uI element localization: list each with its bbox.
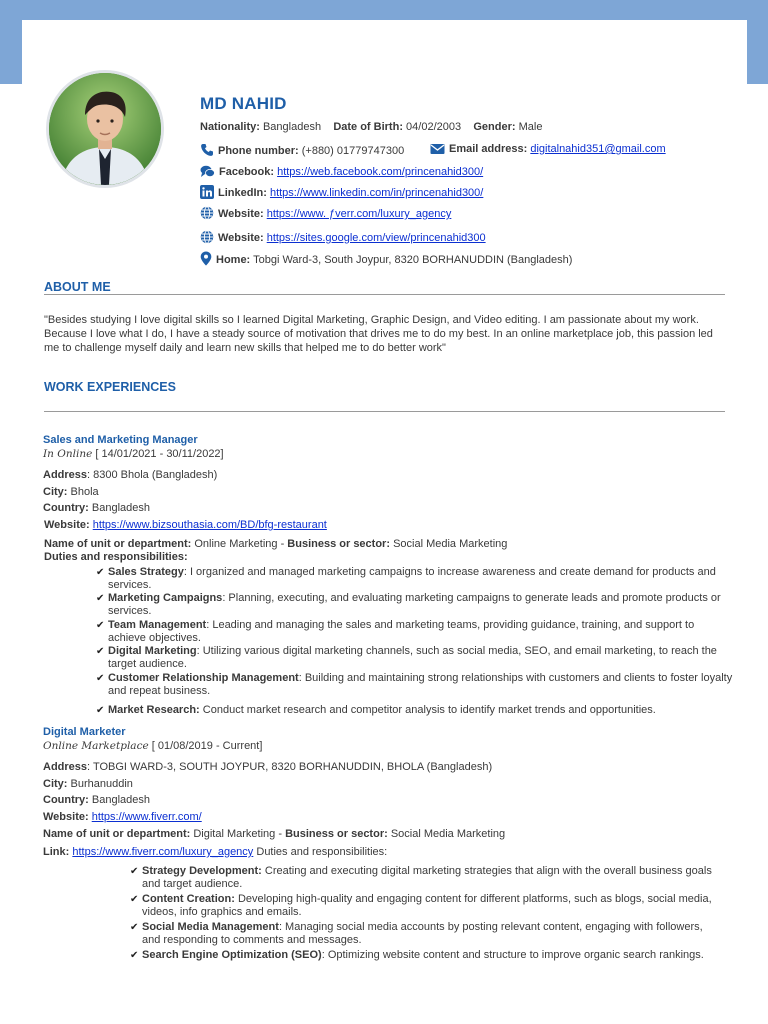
website-label-1: Website: [218, 208, 264, 220]
home-row [200, 251, 572, 269]
duty-text: Conduct market research and competitor analysis to identify market trends and opportunities. [199, 703, 656, 716]
duty-text: : Building and maintaining strong relationships with customers and clients to foster loyalty and repeat business. [108, 671, 733, 697]
phone-row [200, 143, 404, 160]
facebook-row [200, 165, 483, 181]
profile-photo [46, 70, 164, 188]
duty-item [130, 893, 720, 921]
job-city [43, 778, 133, 790]
website-label-2: Website: [218, 232, 264, 244]
about-section-title: ABOUT ME [44, 280, 111, 294]
email-row [430, 143, 666, 158]
website-link-1[interactable]: https://www. ƒverr.com/luxury_agency [266, 208, 452, 220]
dob-value: 04/02/2003 [406, 121, 462, 133]
check-icon: ✔ [96, 619, 105, 631]
sector-label: Business or sector: [285, 828, 388, 840]
check-icon: ✔ [96, 646, 105, 657]
job-org-dates [43, 448, 224, 460]
duty-item [96, 704, 733, 717]
work-divider [44, 411, 725, 412]
duty-title: Digital Marketing [108, 645, 197, 657]
unit-value: Digital Marketing - [193, 828, 282, 840]
duties-list [96, 566, 733, 717]
job-website [44, 519, 327, 531]
job-website-link[interactable]: https://www.bizsouthasia.com/BD/bfg-restaurant [92, 519, 327, 531]
about-text: "Besides studying I love digital skills so I learned Digital Marketing, Graphic Design, and Video editing. I am passionate about my work. Because I love what I do, I have a steady source of motivation that drives me to do my best. In an online marketplace job, this passion led me to challenge myself daily and learn new skills that helped me to do better work" [44, 314, 713, 354]
duty-text: Creating and executing digital marketing strategies that align with the overall business goals and target audience. [142, 865, 712, 890]
website-label: Website: [44, 519, 90, 531]
job-dates: [ 14/01/2021 - 30/11/2022] [95, 448, 224, 460]
sector-value: Social Media Marketing [390, 828, 506, 840]
duty-title: Sales Strategy [108, 566, 184, 578]
home-label: Home: [216, 254, 251, 266]
sector-label: Business or sector: [287, 538, 390, 550]
check-icon: ✔ [130, 950, 139, 961]
email-icon [430, 143, 445, 158]
duty-item [130, 865, 720, 893]
address-label: Address [43, 469, 88, 481]
duty-item [96, 619, 733, 646]
job-link-row [43, 846, 387, 858]
globe-icon [200, 206, 214, 223]
check-icon: ✔ [96, 704, 105, 716]
duty-text: : I organized and managed marketing campaigns to increase awareness and create demand for products and services. [108, 566, 716, 591]
home-value: Tobgi Ward-3, South Joypur, 8320 BORHANUDDIN (Bangladesh) [253, 254, 573, 266]
job-country [43, 794, 150, 806]
duty-item [96, 672, 733, 704]
dob-label: Date of Birth: [333, 121, 403, 133]
candidate-name: MD NAHID [200, 94, 287, 113]
job-website-link[interactable]: https://www.fiverr.com/ [91, 811, 202, 823]
check-icon: ✔ [96, 593, 105, 604]
job-country [43, 502, 150, 514]
unit-value: Online Marketing - [194, 538, 285, 550]
location-icon [200, 251, 212, 269]
duty-title: Strategy Development: [142, 865, 262, 877]
facebook-link[interactable]: https://web.facebook.com/princenahid300/ [277, 166, 484, 178]
chat-icon [200, 165, 215, 181]
duty-title: Customer Relationship Management [108, 671, 299, 684]
unit-label: Name of unit or department: [43, 828, 191, 840]
duty-text: : Leading and managing the sales and marketing teams, providing guidance, training, and support to achieve objectives. [108, 618, 695, 644]
gender-label: Gender: [473, 121, 516, 133]
duty-text: : Utilizing various digital marketing channels, such as social media, SEO, and email marketing, to reach the target audience. [108, 645, 717, 670]
website-row-2 [200, 230, 486, 247]
linkedin-label: LinkedIn: [218, 187, 267, 199]
job-org: Online Marketplace [43, 740, 149, 752]
gender-value: Male [518, 121, 543, 133]
check-icon: ✔ [96, 672, 105, 684]
country-label: Country: [43, 794, 89, 806]
duties-label-inline: Duties and responsibilities: [256, 846, 388, 858]
unit-label: Name of unit or department: [44, 538, 192, 550]
work-section-title: WORK EXPERIENCES [44, 380, 176, 394]
about-divider [44, 294, 725, 295]
job-unit [44, 538, 507, 550]
website-label: Website: [43, 811, 89, 823]
address-label: Address [43, 761, 88, 773]
duty-item [96, 592, 733, 619]
city-label: City: [43, 778, 68, 790]
email-label: Email address: [449, 143, 528, 155]
check-icon: ✔ [130, 922, 139, 933]
duty-text: : Planning, executing, and evaluating marketing campaigns to generate leads and promote products or services. [108, 592, 721, 617]
facebook-label: Facebook: [219, 166, 275, 178]
personal-info-row [200, 121, 542, 133]
phone-icon [200, 143, 214, 160]
job-dates: [ 01/08/2019 - Current] [151, 740, 263, 752]
job-org-dates [43, 740, 262, 752]
nationality-value: Bangladesh [262, 121, 322, 133]
duty-item [96, 566, 733, 592]
linkedin-icon [200, 185, 214, 202]
duty-text: Developing high-quality and engaging content for different platforms, such as blogs, social media, videos, info graphics and emails. [142, 893, 712, 918]
check-icon: ✔ [130, 866, 139, 877]
website-row-1 [200, 206, 451, 223]
duty-text: : Optimizing website content and structure to improve organic search rankings. [321, 949, 704, 961]
duties-label: Duties and responsibilities: [44, 551, 188, 563]
duty-title: Social Media Management [142, 921, 279, 933]
duties-list [130, 865, 720, 962]
city-label: City: [43, 486, 68, 498]
sector-value: Social Media Marketing [393, 538, 508, 550]
job-city [43, 486, 99, 498]
address-value: : 8300 Bhola (Bangladesh) [87, 469, 218, 481]
linkedin-row [200, 185, 483, 202]
duty-item [130, 949, 720, 962]
email-link[interactable]: digitalnahid351@gmail.com [530, 143, 666, 155]
check-icon: ✔ [130, 894, 139, 905]
duty-title: Team Management [108, 618, 207, 631]
country-label: Country: [43, 502, 89, 514]
check-icon: ✔ [96, 567, 105, 578]
job-org: In Online [43, 448, 93, 460]
linkedin-link[interactable]: https://www.linkedin.com/in/princenahid300/ [269, 187, 484, 199]
phone-value: (+880) 01779747300 [301, 145, 405, 157]
city-value: Burhanuddin [70, 778, 133, 790]
duty-title: Search Engine Optimization (SEO) [142, 949, 322, 961]
duty-title: Content Creation: [142, 893, 235, 905]
country-value: Bangladesh [91, 502, 150, 514]
duty-title: Marketing Campaigns [108, 592, 223, 604]
duty-item [130, 921, 720, 949]
job-title: Digital Marketer [43, 726, 126, 738]
duty-item [96, 645, 733, 672]
city-value: Bhola [70, 486, 99, 498]
job-website [43, 811, 202, 823]
website-link-2[interactable]: https://sites.google.com/view/princenahid300 [266, 232, 486, 244]
country-value: Bangladesh [91, 794, 150, 806]
duty-text: : Managing social media accounts by posting relevant content, engaging with followers, and responding to comments and messages. [142, 921, 703, 946]
job-title: Sales and Marketing Manager [43, 434, 198, 446]
duty-title: Market Research: [108, 703, 200, 716]
phone-label: Phone number: [218, 145, 299, 157]
nationality-label: Nationality: [200, 121, 260, 133]
job-address [43, 469, 217, 481]
job-link[interactable]: https://www.fiverr.com/luxury_agency [72, 846, 254, 858]
job-unit [43, 828, 505, 840]
globe-icon [200, 230, 214, 247]
address-value: : TOBGI WARD-3, SOUTH JOYPUR, 8320 BORHANUDDIN, BHOLA (Bangladesh) [87, 761, 493, 773]
link-label: Link: [43, 846, 70, 858]
job-address [43, 761, 492, 773]
